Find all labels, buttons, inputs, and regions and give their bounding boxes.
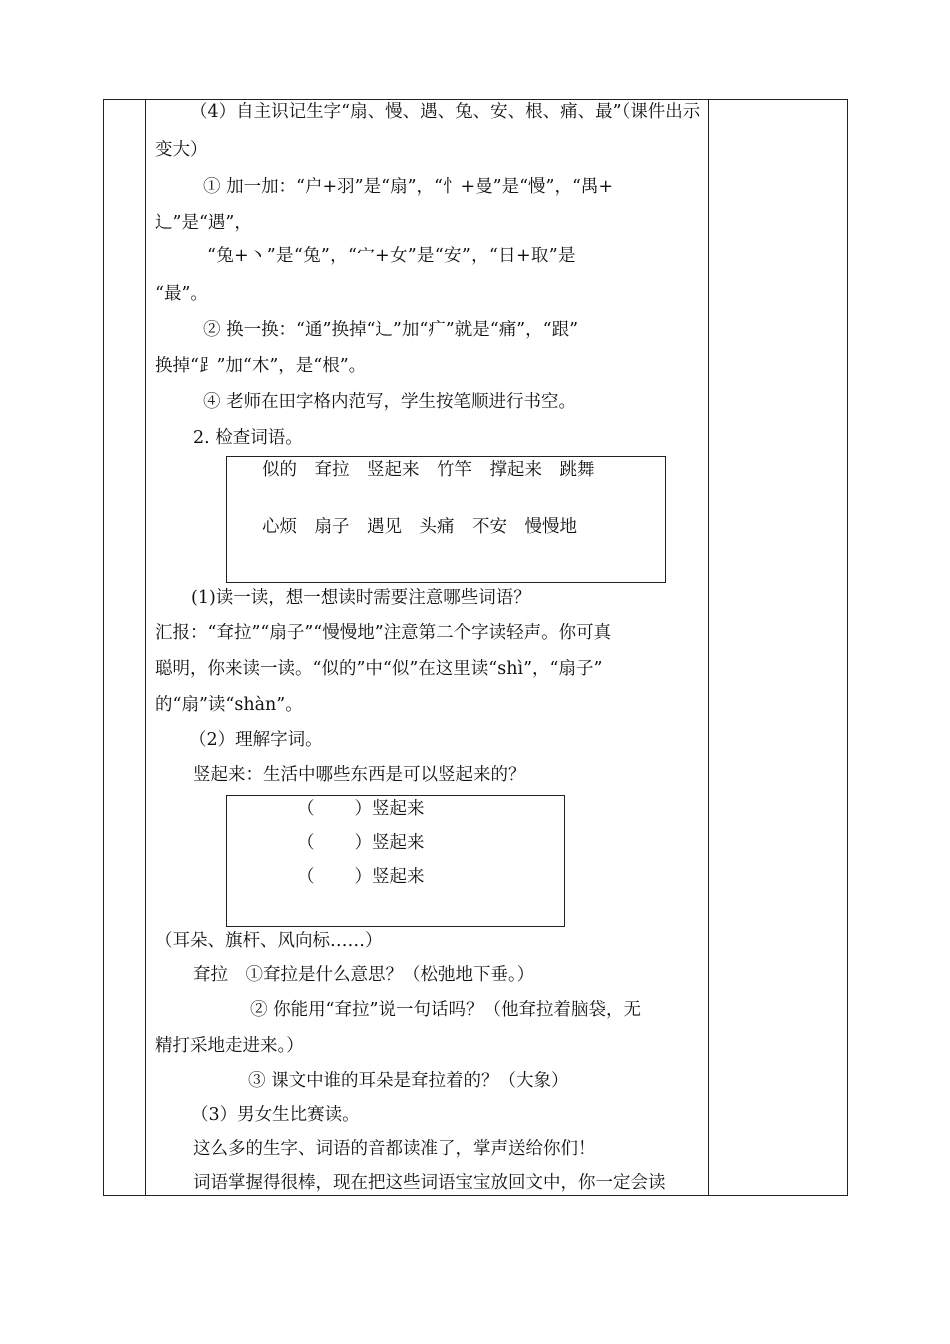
text-line: ③ 课文中谁的耳朵是耷拉着的？（大象） xyxy=(248,1071,569,1091)
vocabulary-row-1: 似的 耷拉 竖起来 竹竿 撑起来 跳舞 xyxy=(262,460,595,480)
text-line: 精打采地走进来。） xyxy=(155,1036,304,1056)
close-paren: ） xyxy=(354,833,372,853)
section-heading: 2. 检查词语。 xyxy=(193,428,303,448)
table-top-border xyxy=(103,99,848,100)
text-line: （4）自主识记生字“扇、慢、遇、兔、安、根、痛、最”（课件出示 xyxy=(190,102,701,122)
table-right-border xyxy=(847,99,848,1196)
text-line: （耳朵、旗杆、风向标……） xyxy=(155,931,383,951)
fill-in-suffix: 竖起来 xyxy=(372,867,425,887)
text-line: 耷拉 ①耷拉是什么意思？（松弛地下垂。） xyxy=(193,965,535,985)
open-paren: （ xyxy=(297,867,315,887)
text-line: 词语掌握得很棒，现在把这些词语宝宝放回文中，你一定会读 xyxy=(193,1173,666,1193)
close-paren: ） xyxy=(354,799,372,819)
text-line: ④ 老师在田字格内范写，学生按笔顺进行书空。 xyxy=(203,392,577,412)
fill-in-suffix: 竖起来 xyxy=(372,833,425,853)
table-bottom-border xyxy=(103,1195,848,1196)
text-line: 竖起来：生活中哪些东西是可以竖起来的？ xyxy=(193,765,526,785)
text-line: ① 加一加：“户+羽”是“扇”，“忄+曼”是“慢”，“禺+ xyxy=(203,177,614,197)
fill-in-box xyxy=(226,795,565,927)
fill-in-row xyxy=(297,866,425,888)
fill-in-row xyxy=(297,832,425,854)
table-column-divider-1 xyxy=(145,99,146,1196)
text-line: ② 换一换：“通”换掉“辶”加“疒”就是“痛”，“跟” xyxy=(203,320,579,340)
fill-in-row xyxy=(297,798,425,820)
section-heading: （3）男女生比赛读。 xyxy=(191,1105,360,1125)
text-line: 这么多的生字、词语的音都读准了，掌声送给你们！ xyxy=(193,1139,596,1159)
open-paren: （ xyxy=(297,799,315,819)
text-line: “最”。 xyxy=(155,284,208,304)
text-line: 辶”是“遇”， xyxy=(155,213,252,233)
text-line: 汇报：“耷拉”“扇子”“慢慢地”注意第二个字读轻声。你可真 xyxy=(155,623,612,643)
text-line: 的“扇”读“shàn”。 xyxy=(155,695,303,715)
fill-in-suffix: 竖起来 xyxy=(372,799,425,819)
vocabulary-row-2: 心烦 扇子 遇见 头痛 不安 慢慢地 xyxy=(262,517,577,537)
text-line: 变大） xyxy=(155,140,208,160)
section-heading: （2）理解字词。 xyxy=(189,730,323,750)
table-left-border xyxy=(103,99,104,1196)
open-paren: （ xyxy=(297,833,315,853)
text-line: ② 你能用“耷拉”说一句话吗？（他耷拉着脑袋，无 xyxy=(250,1000,641,1020)
text-line: 换掉“⻊”加“木”，是“根”。 xyxy=(155,356,367,376)
text-line: “兔+丶”是“兔”，“宀+女”是“安”，“日+取”是 xyxy=(207,246,576,266)
close-paren: ） xyxy=(354,867,372,887)
vocabulary-box xyxy=(226,456,666,583)
text-line: 聪明，你来读一读。“似的”中“似”在这里读“shì”，“扇子” xyxy=(155,659,603,679)
table-column-divider-2 xyxy=(708,99,709,1196)
text-line: (1)读一读，想一想读时需要注意哪些词语？ xyxy=(191,588,531,608)
